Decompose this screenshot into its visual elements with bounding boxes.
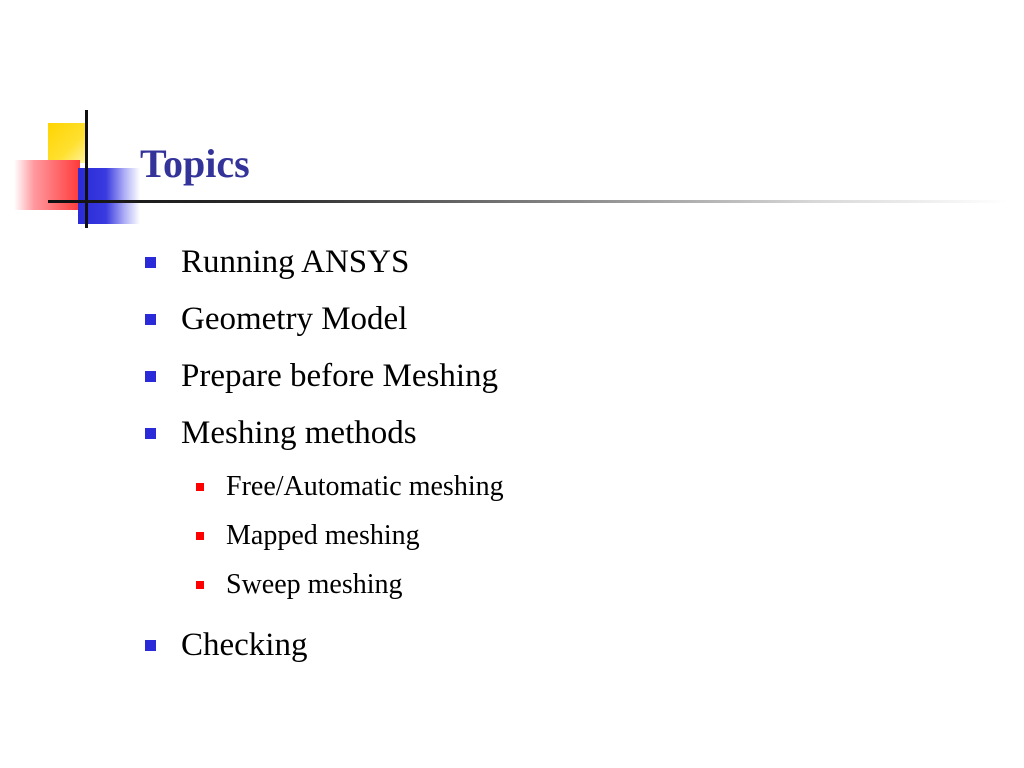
list-item-label: Checking [181, 627, 308, 663]
square-bullet-icon [145, 314, 156, 325]
small-square-bullet-icon [196, 483, 204, 491]
list-item-label: Running ANSYS [181, 244, 410, 280]
topics-list [145, 234, 965, 674]
square-bullet-icon [145, 371, 156, 382]
list-item-label: Prepare before Meshing [181, 358, 499, 394]
corner-logo-decoration [0, 0, 1024, 240]
yellow-square-decoration [48, 123, 86, 163]
list-item [145, 348, 965, 405]
sub-list-item [196, 462, 965, 511]
blue-square-decoration [78, 168, 140, 224]
slide-title: Topics [140, 141, 250, 186]
list-item [145, 405, 965, 462]
list-item [145, 234, 965, 291]
square-bullet-icon [145, 428, 156, 439]
small-square-bullet-icon [196, 532, 204, 540]
list-item [145, 617, 965, 674]
square-bullet-icon [145, 640, 156, 651]
sub-list-item [196, 560, 965, 609]
small-square-bullet-icon [196, 581, 204, 589]
sub-list-item-label: Free/Automatic meshing [226, 470, 504, 502]
title-underline-rule [48, 200, 1008, 203]
list-spacer [145, 609, 965, 617]
sub-list-container [145, 462, 965, 617]
red-square-decoration [14, 160, 80, 210]
sub-list-item-label: Sweep meshing [226, 568, 403, 600]
meshing-methods-sublist [145, 462, 965, 609]
sub-list-item-label: Mapped meshing [226, 519, 420, 551]
vertical-rule-decoration [85, 110, 88, 228]
square-bullet-icon [145, 257, 156, 268]
list-item-label: Geometry Model [181, 301, 408, 337]
list-item [145, 291, 965, 348]
sub-list-item [196, 511, 965, 560]
list-item-label: Meshing methods [181, 415, 417, 451]
